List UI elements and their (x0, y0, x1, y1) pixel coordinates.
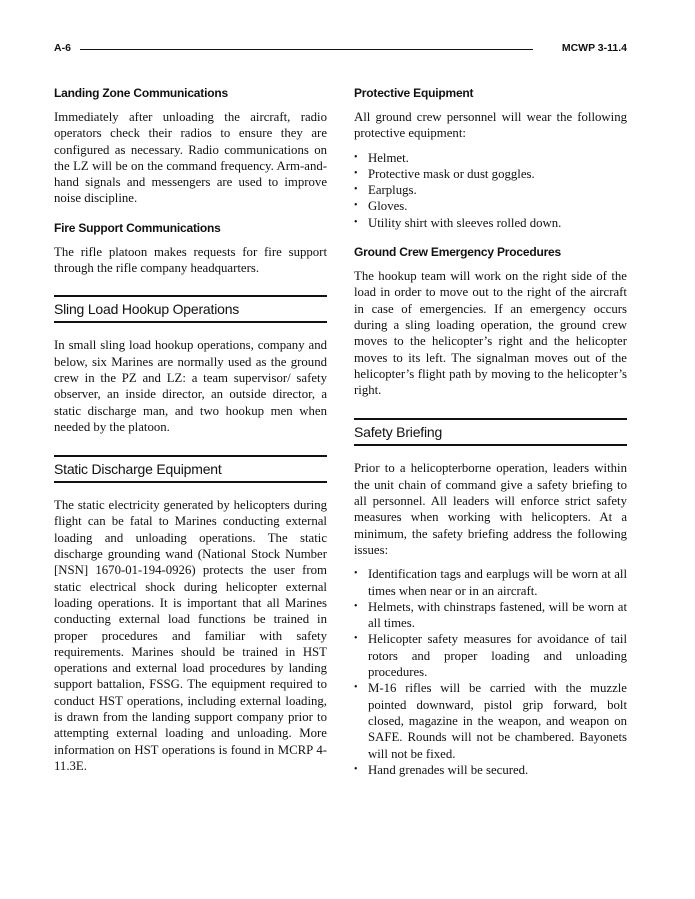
list-item: • M-16 rifles will be carried with the muzzle pointed downward, pistol grip forward, bolt closed, magazine in the weapon, and weapon on SAFE. Rounds will not be chambered. Bayonets will not be fixed. (354, 680, 627, 761)
fire-support-body: The rifle platoon makes requests for fire support through the rifle company headquarters. (54, 244, 327, 276)
emergency-procedures-heading: Ground Crew Emergency Procedures (354, 245, 561, 260)
list-item: • Helmets, with chinstraps fastened, will be worn at all times. (354, 599, 627, 632)
sling-load-body: In small sling load hookup operations, company and below, six Marines are normally used as the ground crew in the PZ and LZ: a team supervisor/ safety observer, an inside director, an outside director, a static discharge man, and two hookup men when needed by the platoon. (54, 338, 327, 434)
list-item: • Gloves. (354, 198, 627, 214)
list-item: • Utility shirt with sleeves rolled down. (354, 215, 627, 231)
lz-comms-heading: Landing Zone Communications (54, 86, 228, 100)
sling-load-heading: Sling Load Hookup Operations (54, 295, 327, 323)
list-item: • Helicopter safety measures for avoidance of tail rotors and proper loading and unloading procedures. (354, 631, 627, 680)
page-header (54, 42, 627, 56)
protective-equipment-heading: Protective Equipment (354, 86, 474, 100)
list-item: • Identification tags and earplugs will be worn at all times when near or in an aircraft. (354, 566, 627, 599)
safety-briefing-heading: Safety Briefing (354, 418, 627, 446)
list-item: • Earplugs. (354, 182, 627, 198)
page-number: A-6 (54, 42, 71, 54)
fire-support-heading: Fire Support Communications (54, 220, 221, 235)
static-discharge-body: The static electricity generated by helicopters during flight can be fatal to Marines conducting external loading and unloading operations. The static discharge grounding wand (National Stock Number [NSN] 1670-01-194-0926) protects the user from static electrical shock during helicopter external loading operations. It is important that all Marines conducting external load functions be trained in proper procedures and familiar with safety requirements. Marines should be trained in HST operations and external load procedures by landing support battalion, FSSG. The equipment required to conduct HST operations, including external loading, is drawn from the landing support company prior to attempting external loading and unloading. More information on HST operations is found in MCRP 4-11.3E. (54, 498, 327, 773)
list-item: • Helmet. (354, 150, 627, 166)
document-id: MCWP 3-11.4 (561, 42, 627, 54)
static-discharge-heading: Static Discharge Equipment (54, 455, 327, 483)
list-item: • Hand grenades will be secured. (354, 762, 627, 778)
lz-comms-body: Immediately after unloading the aircraft, radio operators check their radios to ensure they are configured as necessary. Radio communications on the LZ will be on the command frequency. Arm-and-hand signals and messengers are used to improve noise discipline. (54, 110, 327, 206)
right-column (354, 86, 627, 778)
safety-briefing-body: Prior to a helicopterborne operation, leaders within the unit chain of command give a safety briefing to all personnel. All leaders will enforce strict safety measures when working with helicopters. At a minimum, the safety briefing address the following issues: (354, 461, 627, 557)
list-item: • Protective mask or dust goggles. (354, 166, 627, 182)
safety-briefing-list (354, 566, 627, 778)
emergency-procedures-body: The hookup team will work on the right side of the load in order to move out to the right of the aircraft in case of emergencies. If an emergency occurs during a sling loading operation, the ground crew moves to the helicopter’s right and the helicopter moves to its left. The signalman moves out of the helicopter’s flight path by moving to the helicopter’s right. (354, 269, 627, 398)
protective-equipment-list (354, 150, 627, 231)
protective-equipment-body: All ground crew personnel will wear the following protective equipment: (354, 110, 627, 141)
header-rule (80, 49, 533, 50)
left-column (54, 86, 327, 774)
